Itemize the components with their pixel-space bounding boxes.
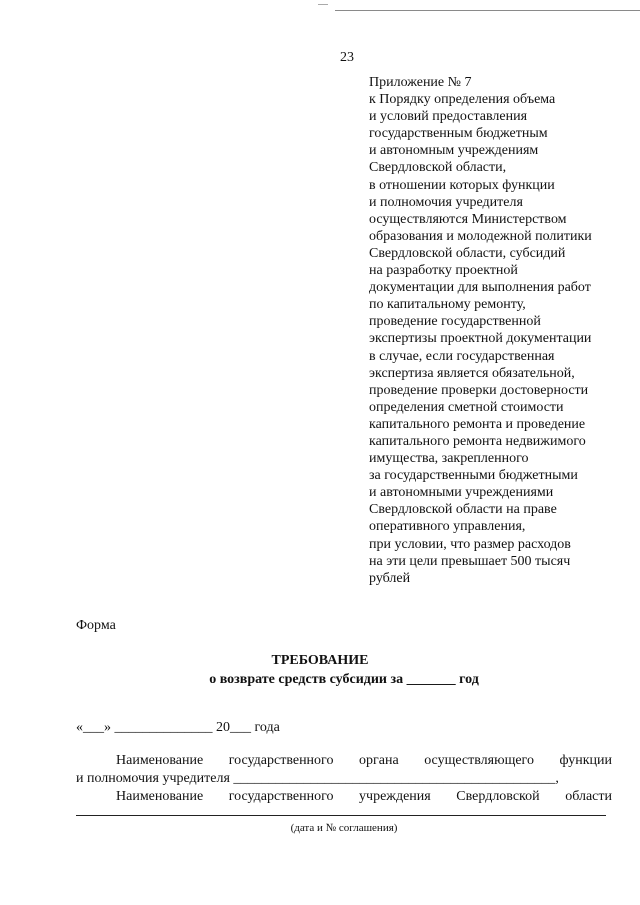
appendix-line: Свердловской области, субсидий xyxy=(369,245,566,261)
appendix-line: Приложение № 7 xyxy=(369,75,472,90)
appendix-line: государственным бюджетным xyxy=(369,126,548,142)
appendix-line: проведение проверки достоверности xyxy=(369,382,589,398)
paragraph-institution-text1: Наименование государственного учреждения Свердловской области xyxy=(116,789,612,804)
appendix-line: экспертизы проектной документации xyxy=(369,331,592,347)
appendix-line: на эти цели превышает 500 тысяч xyxy=(369,553,571,569)
scan-artifact-tick xyxy=(318,4,328,5)
appendix-line: рублей xyxy=(369,570,411,586)
appendix-line: Свердловской области, xyxy=(369,160,507,176)
appendix-line: при условии, что размер расходов xyxy=(369,536,571,552)
paragraph-organ-line1 xyxy=(76,753,612,769)
document-title xyxy=(0,651,640,689)
appendix-line: к Порядку определения объема xyxy=(369,92,556,108)
page-number: 23 xyxy=(340,50,354,65)
appendix-line: имущества, закрепленного xyxy=(369,451,529,467)
appendix-line: в отношении которых функции xyxy=(369,177,555,193)
appendix-line: на разработку проектной xyxy=(369,263,518,279)
date-field-line: «___» ______________ 20___ года xyxy=(76,720,280,735)
appendix-line: документации для выполнения работ xyxy=(369,280,591,296)
paragraph-organ-text1: Наименование государственного органа осуществляющего функции xyxy=(116,753,612,768)
appendix-line: за государственными бюджетными xyxy=(369,468,578,484)
title-subtitle: о возврате средств субсидии за _______ год xyxy=(209,672,479,687)
appendix-line: по капитальному ремонту, xyxy=(369,297,526,313)
agreement-underline xyxy=(76,815,606,816)
scan-artifact-line xyxy=(335,10,640,11)
paragraph-organ-text2: и полномочия учредителя ______________________________________________, xyxy=(76,771,559,786)
appendix-line: капитального ремонта недвижимого xyxy=(369,433,586,449)
appendix-line: в случае, если государственная xyxy=(369,348,555,364)
appendix-line: экспертиза является обязательной, xyxy=(369,365,575,381)
paragraph-organ-line2 xyxy=(76,771,612,787)
appendix-line: определения сметной стоимости xyxy=(369,399,564,415)
title-main: ТРЕБОВАНИЕ xyxy=(271,653,369,668)
appendix-line: Свердловской области на праве xyxy=(369,502,557,518)
appendix-line: образования и молодежной политики xyxy=(369,228,592,244)
appendix-line: и автономным учреждениям xyxy=(369,143,539,159)
agreement-caption: (дата и № соглашения) xyxy=(290,822,398,834)
appendix-line: оперативного управления, xyxy=(369,519,526,535)
appendix-line: капитального ремонта и проведение xyxy=(369,416,586,432)
form-label: Форма xyxy=(76,618,116,633)
appendix-note xyxy=(369,74,634,587)
appendix-line: осуществляются Министерством xyxy=(369,211,567,227)
paragraph-institution-line1 xyxy=(76,789,612,805)
appendix-line: проведение государственной xyxy=(369,314,541,330)
appendix-line: и автономными учреждениями xyxy=(369,485,554,501)
appendix-line: и условий предоставления xyxy=(369,109,528,125)
appendix-line: и полномочия учредителя xyxy=(369,194,523,210)
